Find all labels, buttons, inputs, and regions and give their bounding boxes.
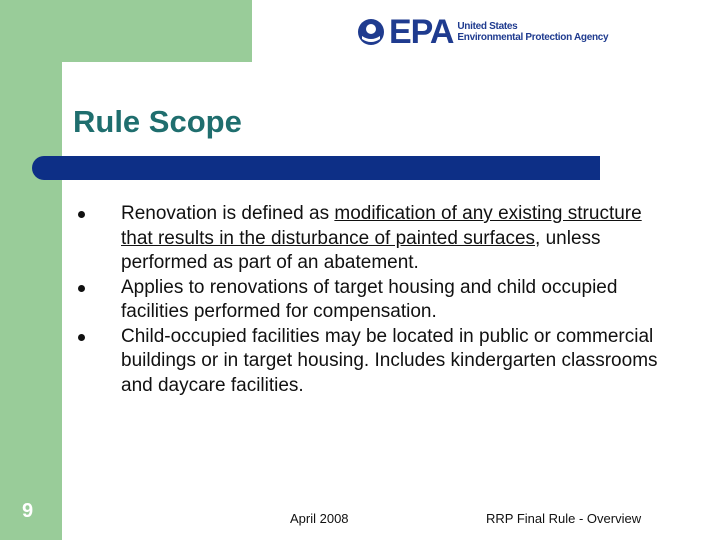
bullet-icon: [78, 334, 85, 341]
bullet-text: Child-occupied facilities may be located in public or commercial buildings or in target housing. Includes kindergarten classrooms and daycare facilities.: [121, 325, 658, 396]
bullet-item-renovation-definition: [78, 202, 678, 276]
footer-doc-title: RRP Final Rule - Overview: [486, 511, 642, 526]
bullet-text-after: , unless performed as part of an abatement.: [121, 227, 601, 273]
epa-logo-line1: United States: [457, 21, 518, 32]
bullet-text-before: Renovation is defined as: [121, 203, 335, 224]
epa-logo: [357, 14, 608, 50]
slide-title: Rule Scope: [73, 104, 242, 139]
bullet-item-child-occupied-facilities: [78, 325, 678, 399]
epa-logo-wordmark: EPA: [389, 13, 454, 51]
bullet-item-applies-to: [78, 276, 678, 325]
epa-logo-subtitle: [457, 21, 608, 43]
slide-page-number: 9: [22, 500, 34, 522]
green-side-band: [0, 0, 62, 540]
epa-logo-line2: Environmental Protection Agency: [457, 32, 609, 43]
bullet-list: [78, 202, 678, 398]
bullet-text: Applies to renovations of target housing and child occupied facilities performed for compensation.: [121, 276, 618, 322]
epa-flower-icon: [357, 18, 385, 46]
footer-date: April 2008: [290, 511, 349, 526]
title-underline-bar: [32, 156, 600, 180]
bullet-icon: [78, 285, 85, 292]
bullet-icon: [78, 211, 85, 218]
bullet-text-underlined: modification of any existing structure that results in the disturbance of painted surfaces: [121, 203, 642, 249]
